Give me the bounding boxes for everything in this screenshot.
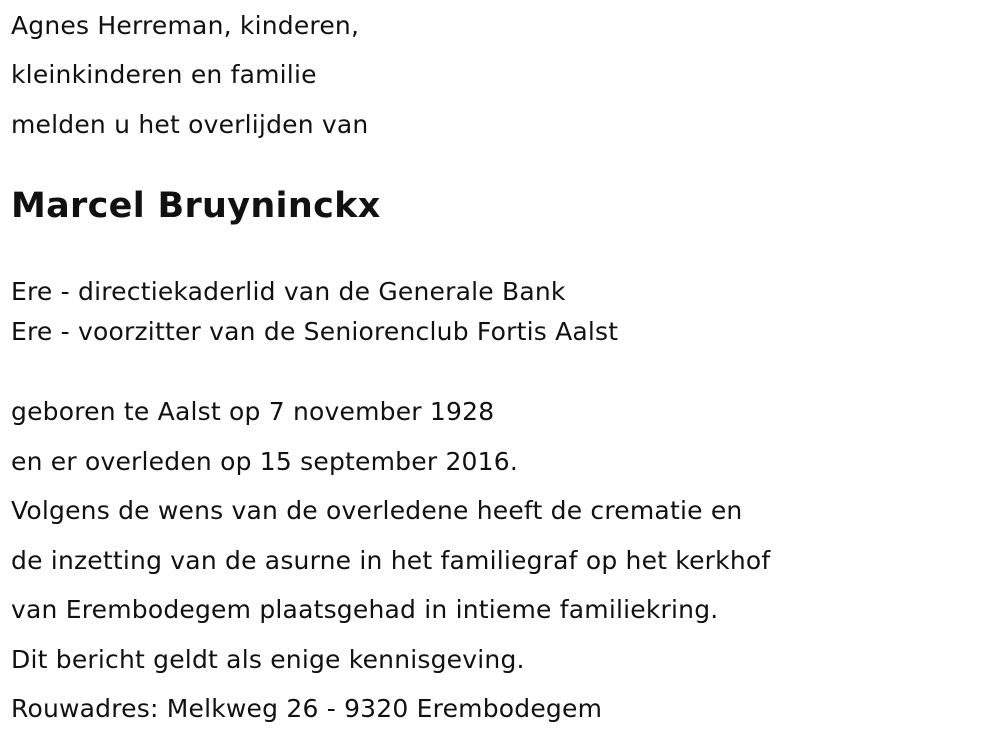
deceased-name: Marcel Bruyninckx bbox=[11, 186, 381, 226]
intro-line-3: melden u het overlijden van bbox=[11, 110, 369, 139]
wish-line-2: de inzetting van de asurne in het familiegraf op het kerkhof bbox=[11, 546, 771, 575]
wish-line-1: Volgens de wens van de overledene heeft de crematie en bbox=[11, 496, 743, 525]
wish-line-3: van Erembodegem plaatsgehad in intieme familiekring. bbox=[11, 595, 719, 624]
intro-line-2: kleinkinderen en familie bbox=[11, 60, 317, 89]
title-line-2: Ere - voorzitter van de Seniorenclub Fortis Aalst bbox=[11, 317, 619, 346]
title-line-1: Ere - directiekaderlid van de Generale Bank bbox=[11, 277, 566, 306]
intro-line-1: Agnes Herreman, kinderen, bbox=[11, 11, 360, 40]
death-line: en er overleden op 15 september 2016. bbox=[11, 447, 519, 476]
birth-line: geboren te Aalst op 7 november 1928 bbox=[11, 397, 495, 426]
address-line: Rouwadres: Melkweg 26 - 9320 Erembodegem bbox=[11, 694, 603, 723]
notice-line: Dit bericht geldt als enige kennisgeving. bbox=[11, 645, 525, 674]
